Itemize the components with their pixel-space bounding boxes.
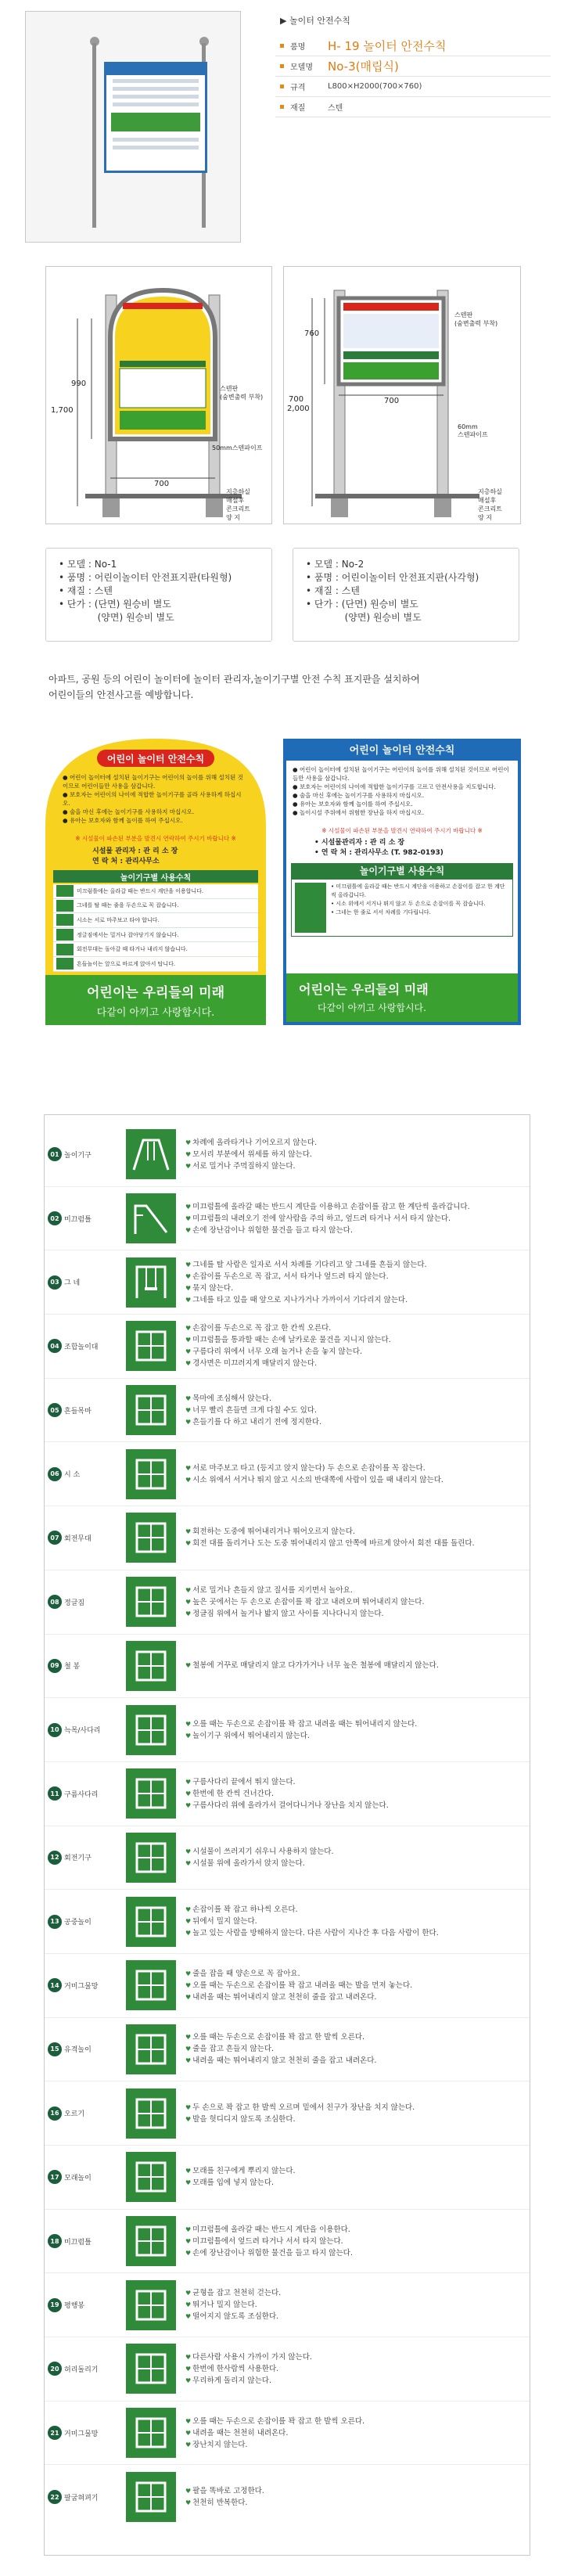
rule-number: 21	[48, 2426, 62, 2440]
rule-line: ♥ 다른사람 사용시 가까이 가지 않는다.	[185, 2351, 312, 2363]
monkey-bars-icon	[126, 1768, 176, 1819]
rule-text	[185, 1904, 439, 1939]
rule-line: ♥ 떨어지지 않도록 조심한다.	[185, 2311, 281, 2322]
rule-line: ♥ 회전 대를 돌리거나 도는 도중 뛰어내리지 않고 안쪽에 바르게 앉아서 회전 대를 돌린다.	[185, 1538, 475, 1549]
board-oval-title: 어린이 놀이터 안전수칙	[97, 750, 214, 767]
rule-equipment: 흔들목마	[64, 1407, 92, 1416]
spec-line: • 품명 : 어린이놀이터 안전표지판(타원형)	[59, 572, 232, 583]
rule-text	[185, 2485, 264, 2509]
rule-line: ♥ 미끄럼틀에 올라갈 때는 반드시 계단을 이용하고 손잡이를 잡고 한 계단씩 올라갑니다.	[185, 1201, 470, 1213]
push-up-bar-icon	[126, 2472, 176, 2522]
board-rule: ● 보호자는 어린이의 나이에 적합한 놀이기구를 골라 사용하게 하십시오.	[63, 791, 242, 807]
rule-line: ♥ 경사면은 미끄러지게 매달리지 않는다.	[185, 1358, 391, 1369]
rule-line: ♥ 정글짐 위에서 놀거나 밟지 않고 사이를 지나다니지 않는다.	[185, 1608, 425, 1620]
rule-equipment: 허리돌리기	[64, 2366, 99, 2374]
rule-row	[45, 1250, 530, 1315]
rule-line: ♥ 놀고 있는 사람을 방해하지 않는다. 다른 사람이 지나간 후 다음 사람이 한다.	[185, 1927, 439, 1939]
info-row	[275, 97, 551, 117]
drawing-rect-svg	[284, 267, 522, 525]
rule-row	[45, 1570, 530, 1635]
rule-name	[45, 2042, 126, 2056]
rule-line: ♥ 시설물이 쓰러지기 쉬우니 사용하지 않는다.	[185, 1846, 333, 1858]
rule-number: 14	[48, 1978, 62, 1992]
rule-line: ♥ 묶지 않는다.	[185, 1283, 427, 1294]
waist-twister-icon	[126, 2344, 176, 2394]
info-row	[275, 77, 551, 97]
board-usage-row: 회전무대는 돌아갈 때 타거나 내리지 않습니다.	[53, 942, 258, 957]
rule-number: 02	[48, 1211, 62, 1225]
rule-line: ♥ 한번에 한사람씩 사용한다.	[185, 2363, 312, 2375]
rule-line: ♥ 모서리 부분에서 위세를 하지 않는다.	[185, 1149, 317, 1160]
ground-labels: 지층하실 매설후 콘크리트 양 지	[226, 488, 250, 521]
rule-line: ♥ 흔들기를 다 하고 내리기 전에 정지한다.	[185, 1416, 321, 1428]
rule-text	[185, 1968, 412, 2003]
info-key: 품명	[290, 43, 306, 52]
rule-line: ♥ 모래를 입에 넣지 않는다.	[185, 2177, 296, 2189]
equipment-icon	[56, 900, 74, 912]
bullet-icon	[280, 105, 284, 109]
rule-line: ♥ 미끄럼틀의 내려오기 전에 앞사람을 주의 하고, 엎드려 타거나 서서 타지 않는다.	[185, 1213, 470, 1225]
bullet-icon	[280, 64, 284, 68]
rule-row	[45, 1187, 530, 1251]
rule-text	[185, 1201, 470, 1236]
rule-line: ♥ 구름다리 위에서 너무 오래 놀거나 손을 놓지 않는다.	[185, 1346, 391, 1358]
info-value: H- 19 놀이터 안전수칙	[328, 39, 447, 53]
rule-line: ♥ 목마에 조심해서 앉는다.	[185, 1393, 321, 1405]
swing-set-icon	[126, 1129, 176, 1179]
rule-line: ♥ 오를 때는 두손으로 손잡이를 꽉 잡고 한 발씩 오른다.	[185, 2031, 376, 2043]
bullet-icon	[280, 44, 284, 48]
jungle-gym-icon	[126, 1577, 176, 1627]
rule-name	[45, 1595, 126, 1609]
rope-net-icon	[126, 2408, 176, 2458]
rule-line: ♥ 너무 빨리 흔들면 크게 다칠 수도 있다.	[185, 1405, 321, 1416]
rule-row	[45, 1698, 530, 1762]
product-info	[275, 14, 551, 117]
board-rule: ● 어린이 놀이터에 설치된 놀이기구는 어린이의 놀이를 위해 설치된 것이므로 어린이들만 사용을 삼갑니다.	[63, 774, 243, 790]
rule-name	[45, 1659, 126, 1673]
rule-text	[185, 2031, 376, 2067]
rule-line: ♥ 오를 때는 두손으로 손잡이를 꽉 잡고 내려올 때는 뛰어내리지 않는다.	[185, 1718, 417, 1730]
rule-text	[185, 1259, 427, 1306]
rule-text	[185, 2351, 312, 2387]
info-value: L800×H2000(700×760)	[328, 82, 422, 91]
board-rect	[283, 739, 521, 1025]
height-board-label: 990	[71, 380, 87, 388]
rule-number: 19	[48, 2298, 62, 2312]
climbing-wall-icon	[126, 2089, 176, 2139]
rocking-horse-icon	[126, 1385, 176, 1435]
rule-row	[45, 1890, 530, 1954]
rule-row	[45, 2402, 530, 2466]
rule-row	[45, 2273, 530, 2337]
rule-equipment: 유격놀이	[64, 2046, 92, 2055]
rule-text	[185, 1776, 389, 1811]
equipment-icon	[56, 914, 74, 926]
intro-text: 아파트, 공원 등의 어린이 놀이터에 놀이터 관리자,놀이기구별 안전 수칙 표지판을 설치하여 어린이들의 안전사고를 예방합니다.	[48, 674, 420, 700]
rule-number: 18	[48, 2234, 62, 2248]
board-rule: ● 술을 마신 후에는 놀이기구를 사용하지 마십시오.	[63, 808, 195, 815]
rule-number: 17	[48, 2170, 62, 2184]
board-usage-row: 그네를 탈 때는 줄을 두손으로 꼭 잡습니다.	[53, 899, 258, 914]
spec-no1	[45, 548, 272, 642]
rule-line: ♥ 미끄럼틀에 올라갈 때는 반드시 계단을 이용한다.	[185, 2224, 353, 2236]
spec-line: • 모델 : No-2	[306, 559, 365, 570]
ground-labels: 지층하실 매설후 콘크리트 양 지	[478, 488, 502, 521]
spec-line: • 재질 : 스텐	[306, 585, 360, 596]
rule-equipment: 팔굽혀펴기	[64, 2494, 99, 2502]
rule-number: 06	[48, 1467, 62, 1481]
height-mid-label: 700	[289, 395, 304, 404]
rule-line: ♥ 발을 헛디디지 않도록 조심한다.	[185, 2114, 415, 2125]
rule-line: ♥ 손에 장난감이나 위험한 물건을 들고 타지 않는다.	[185, 1225, 470, 1236]
board-usage-row: • 미끄럼틀에 올라갈 때는 반드시 계단을 이용하고 손잡이를 잡고 한 계단씩 올라갑니다.	[331, 883, 505, 898]
rule-name	[45, 1978, 126, 1992]
rule-name	[45, 1723, 126, 1737]
rule-row	[45, 2210, 530, 2274]
rule-line: ♥ 장난치지 않는다.	[185, 2439, 365, 2451]
product-header: ▶ 놀이터 안전수칙	[280, 16, 350, 26]
rule-number: 10	[48, 1723, 62, 1737]
rule-row	[45, 2337, 530, 2402]
slide-icon	[126, 1193, 176, 1243]
rule-line: ♥ 높은 곳에서는 두 손으로 손잡이를 꽉 잡고 내려오며 뛰어내리지 않는다.	[185, 1596, 425, 1608]
equipment-icon	[56, 944, 74, 955]
rule-text	[185, 1462, 444, 1486]
rule-line: ♥ 두 손으로 꽉 잡고 한 발씩 오르며 밑에서 친구가 장난을 치지 않는다.	[185, 2102, 415, 2114]
spec-line: • 단가 : (단면) 원승비 별도	[59, 599, 171, 610]
rule-line: ♥ 한번에 한 칸씩 건너간다.	[185, 1788, 389, 1800]
rule-name	[45, 1915, 126, 1929]
rule-line: ♥ 뛰거나 밀지 않는다.	[185, 2299, 281, 2311]
board-usage-row: 정글짐에서는 밀거나 잡아당기지 않습니다.	[53, 928, 258, 943]
rule-name	[45, 2106, 126, 2121]
rule-line: ♥ 균형을 잡고 천천히 걷는다.	[185, 2287, 281, 2299]
rule-number: 15	[48, 2042, 62, 2056]
rule-number: 07	[48, 1531, 62, 1545]
swing-icon	[126, 1257, 176, 1308]
rule-line: ♥ 서로 밀거나 주먹질하지 않는다.	[185, 1160, 317, 1172]
board-rule: ● 유아는 보호자와 함께 놀이를 하여 주십시오.	[63, 817, 183, 824]
board-oval-contact: 시설물 관리자 : 관 리 소 장 연 락 처 : 관리사무소	[92, 847, 178, 865]
rule-row	[45, 1506, 530, 1570]
rule-row	[45, 1442, 530, 1506]
rule-line: ♥ 시소 위에서 서거나 뛰지 않고 시소의 반대쪽에 사람이 있을 때 내리지 않는다.	[185, 1474, 444, 1486]
rule-equipment: 그 네	[64, 1279, 81, 1288]
rule-equipment: 늑목/사다리	[64, 1727, 101, 1736]
board-rect-rules	[286, 761, 518, 826]
info-key: 재질	[290, 104, 306, 113]
rule-row	[45, 2465, 530, 2529]
rule-line: ♥ 미끄럼틀에서 엎드려 타거나 서서 타지 않는다.	[185, 2236, 353, 2247]
board-rect-warning: ※ 시설물이 파손된 부분을 발견시 연락하여 주시기 바랍니다 ※	[321, 827, 483, 834]
rule-line: ♥ 팔을 똑바로 고정한다.	[185, 2485, 264, 2497]
board-oval-rules	[63, 773, 249, 825]
rule-number: 01	[48, 1147, 62, 1161]
rule-line: ♥ 모래를 친구에게 뿌리지 않는다.	[185, 2165, 296, 2177]
rule-text	[185, 2287, 281, 2322]
rule-equipment: 조합놀이대	[64, 1343, 99, 1351]
seesaw-icon	[126, 1449, 176, 1499]
rule-name	[45, 2426, 126, 2440]
rule-line: ♥ 회전하는 도중에 뛰어내리거나 뛰어오르지 않는다.	[185, 1526, 475, 1538]
board-rule: ● 술을 마신 후에는 놀이기구를 사용하지 마십시오.	[293, 792, 425, 799]
rule-equipment: 미끄럼틀	[64, 1215, 92, 1224]
height-board-label: 760	[304, 329, 320, 338]
rule-equipment: 놀이기구	[64, 1151, 92, 1160]
board-rule: ● 유아는 보호자와 함께 놀이를 하여 주십시오.	[293, 801, 413, 808]
rule-name	[45, 1786, 126, 1801]
board-usage-row: • 그네는 한 줄로 서서 차례를 기다립니다.	[331, 909, 431, 916]
rule-equipment: 시 소	[64, 1471, 81, 1480]
board-usage-row: • 시소 위에서 서거나 뛰지 않고 두 손으로 손잡이를 꼭 잡습니다.	[331, 901, 486, 907]
rule-line: ♥ 서로 마주보고 타고 (등지고 앉지 않는다) 두 손으로 손잡이를 꼭 잡는다.	[185, 1462, 444, 1474]
info-row	[275, 56, 551, 77]
rule-number: 09	[48, 1659, 62, 1673]
long-slide-icon	[126, 2216, 176, 2266]
rule-row	[45, 1762, 530, 1826]
merry-go-round-icon	[126, 1513, 176, 1563]
rule-text	[185, 1137, 317, 1172]
rule-text	[185, 1393, 321, 1428]
obstacle-icon	[126, 2024, 176, 2074]
spec-line: (양면) 원승비 별도	[64, 612, 174, 623]
rule-number: 04	[48, 1339, 62, 1353]
spec-no2	[293, 548, 519, 642]
sandbox-icon	[126, 2152, 176, 2202]
spec-line: • 모델 : No-1	[59, 559, 117, 570]
rule-equipment: 거미그물망	[64, 2430, 99, 2438]
playground-icon	[126, 1321, 176, 1371]
rule-line: ♥ 오를 때는 두손으로 손잡이를 꽉 잡고 내려올 때는 발을 먼저 놓는다.	[185, 1980, 412, 1991]
rule-line: ♥ 내려올 때는 천천히 내려온다.	[185, 2427, 365, 2439]
info-key: 규격	[290, 84, 306, 92]
rule-equipment: 정글짐	[64, 1599, 85, 1607]
rule-row	[45, 2146, 530, 2210]
board-oval-warning: ※ 시설물이 파손된 부분을 발견시 연락하여 주시기 바랍니다 ※	[75, 835, 236, 842]
bullet-icon	[280, 85, 284, 88]
rule-text	[185, 2102, 415, 2125]
rule-row	[45, 1954, 530, 2018]
globe-climber-icon	[126, 1833, 176, 1883]
rule-text	[185, 1585, 425, 1620]
rule-line: ♥ 손에 장난감이나 위험한 물건을 들고 타지 않는다.	[185, 2247, 353, 2259]
rule-number: 12	[48, 1851, 62, 1865]
rule-name	[45, 1851, 126, 1865]
rule-row	[45, 1123, 530, 1187]
rule-text	[185, 1660, 439, 1671]
board-oval	[45, 739, 266, 1025]
product-photo	[25, 11, 241, 243]
board-oval-usage	[53, 884, 258, 972]
rule-line: ♥ 손잡이를 두손으로 꼭 잡고 한 칸씩 오른다.	[185, 1322, 391, 1334]
rule-line: ♥ 줄을 잡을 때 양손으로 꼭 잡아요.	[185, 1968, 412, 1980]
rule-line: ♥ 줄을 잡고 흔들지 않는다.	[185, 2043, 376, 2055]
rule-number: 22	[48, 2490, 62, 2504]
width-label: 700	[154, 480, 170, 488]
rule-name	[45, 2170, 126, 2184]
rule-line: ♥ 천천히 반복한다.	[185, 2497, 264, 2509]
rule-name	[45, 1339, 126, 1353]
board-rule: ● 놀이시설 주위에서 위험한 장난을 하지 마십시오.	[293, 809, 425, 816]
info-key: 모델명	[290, 63, 313, 72]
info-value: No-3(매립식)	[328, 59, 399, 74]
rule-line: ♥ 뒤에서 밀지 않는다.	[185, 1916, 439, 1927]
rule-equipment: 거미그물망	[64, 1982, 99, 1991]
spec-line: (양면) 원승비 별도	[311, 612, 422, 623]
rule-text	[185, 2165, 296, 2189]
board-rule: ● 어린이 놀이터에 설치된 놀이기구는 어린이의 놀이를 위해 설치된 것이므로 어린이들만 사용을 삼갑니다.	[293, 766, 509, 782]
board-usage-row: 미끄럼틀에는 올라갈 때는 반드시 계단을 이용합니다.	[53, 884, 258, 899]
equipment-icon	[56, 885, 74, 897]
board-oval-slogan: 어린이는 우리들의 미래 다같이 아끼고 사랑합시다.	[45, 975, 266, 1025]
balance-beam-icon	[126, 2280, 176, 2330]
rule-line: ♥ 내려올 때는 뛰어내리지 않고 천천히 줄을 잡고 내려온다.	[185, 2055, 376, 2067]
frame-label: 스텐판 (숨변출력 부착)	[220, 385, 264, 401]
rule-number: 13	[48, 1915, 62, 1929]
rule-line: ♥ 미끄럼틀을 통과할 때는 손에 날카로운 물건을 지니지 않는다.	[185, 1334, 391, 1346]
frame-label: 스텐판 (숨변출력 부착)	[454, 311, 498, 327]
rule-number: 05	[48, 1403, 62, 1417]
rule-name	[45, 1403, 126, 1417]
rule-equipment: 철 봉	[64, 1663, 81, 1671]
rule-text	[185, 1322, 391, 1369]
board-rect-slogan: 어린이는 우리들의 미래 다같이 아끼고 사랑합시다.	[286, 973, 518, 1022]
equipment-icon	[56, 929, 74, 941]
rule-equipment: 오르기	[64, 2110, 85, 2119]
rule-equipment: 평행봉	[64, 2302, 85, 2311]
board-usage-row: 흔들놀이는 앞으로 바르게 앉아서 탑니다.	[53, 957, 258, 972]
rule-text	[185, 1526, 475, 1549]
rule-row	[45, 2018, 530, 2082]
rule-number: 20	[48, 2362, 62, 2376]
rule-name	[45, 1467, 126, 1481]
height-total-label: 1,700	[51, 406, 74, 415]
rule-name	[45, 1531, 126, 1545]
spec-line: • 재질 : 스텐	[59, 585, 113, 596]
pipe-label: 50mm스텐파이프	[212, 444, 263, 452]
width-label: 700	[384, 397, 400, 405]
rule-line: ♥ 그네를 탈 사람은 일자로 서서 차례를 기다리고 앞 그네를 흔들지 않는다.	[185, 1259, 427, 1271]
tower-icon	[126, 1897, 176, 1947]
rule-line: ♥ 차례에 올라타거나 기어오르지 않는다.	[185, 1137, 317, 1149]
rule-text	[185, 2416, 365, 2451]
ladder-icon	[126, 1705, 176, 1755]
rule-line: ♥ 서로 밀거나 흔들지 않고 질서를 지키면서 놀아요.	[185, 1585, 425, 1596]
rule-row	[45, 1315, 530, 1379]
equipment-icon	[56, 958, 74, 970]
rule-equipment: 회전무대	[64, 1534, 92, 1543]
rule-equipment: 구름사다리	[64, 1790, 99, 1799]
rule-equipment: 미끄럼틀	[64, 2238, 92, 2247]
rule-line: ♥ 손잡이를 두손으로 꼭 잡고, 서서 타거나 엎드려 타지 않는다.	[185, 1271, 427, 1283]
rule-line: ♥ 시설물 위에 올라가서 앉지 않는다.	[185, 1858, 333, 1869]
pipe-label: 60mm 스텐파이프	[458, 423, 488, 438]
board-usage-text	[331, 883, 509, 933]
board-rect-title: 어린이 놀이터 안전수칙	[286, 742, 518, 761]
board-rect-usage	[291, 879, 513, 937]
horizontal-bar-icon	[126, 1641, 176, 1691]
usage-rules-list	[44, 1114, 530, 2556]
rule-row	[45, 2081, 530, 2146]
drawing-rect	[283, 266, 521, 524]
info-row	[275, 36, 551, 56]
rule-line: ♥ 무리하게 돌리지 않는다.	[185, 2375, 312, 2387]
post	[92, 43, 96, 228]
sign-board-thumbnail	[104, 62, 207, 173]
rule-number: 08	[48, 1595, 62, 1609]
rule-text	[185, 2224, 353, 2259]
slide-icon	[295, 883, 326, 933]
rule-line: ♥ 놀이기구 위에서 뛰어내리지 않는다.	[185, 1730, 417, 1742]
rule-line: ♥ 철봉에 거꾸로 매달리지 않고 다가가거나 너무 높은 철봉에 매달리지 않는다.	[185, 1660, 439, 1671]
rule-equipment: 모래놀이	[64, 2174, 92, 2182]
rule-name	[45, 2234, 126, 2248]
rule-equipment: 공중놀이	[64, 1919, 92, 1927]
rule-line: ♥ 내려올 때는 뛰어내리지 않고 천천히 줄을 잡고 내려온다.	[185, 1991, 412, 2003]
board-rect-contact: • 시설물관리자 : 관 리 소 장 • 연 락 처 : 관리사무소 (T. 982-0193)	[314, 839, 444, 857]
info-value: 스텐	[328, 104, 343, 113]
rule-name	[45, 2490, 126, 2504]
rule-text	[185, 1718, 417, 1742]
rule-line: ♥ 구름사다리 위에 올라가서 걸어다니거나 장난을 치지 않는다.	[185, 1800, 389, 1811]
rule-line: ♥ 그네를 타고 있을 때 앞으로 지나가거나 가까이서 기다리지 않는다.	[185, 1294, 427, 1306]
rule-line: ♥ 손잡이를 꽉 잡고 하나씩 오른다.	[185, 1904, 439, 1916]
rule-row	[45, 1635, 530, 1699]
rule-name	[45, 1275, 126, 1290]
rule-name	[45, 1211, 126, 1225]
rule-name	[45, 2362, 126, 2376]
rule-row	[45, 1379, 530, 1443]
board-usage-row: 시소는 서로 마주보고 타야 합니다.	[53, 913, 258, 928]
spec-line: • 품명 : 어린이놀이터 안전표지판(사각형)	[306, 572, 479, 583]
rule-line: ♥ 구름사다리 끝에서 뛰지 않는다.	[185, 1776, 389, 1788]
rule-text	[185, 1846, 333, 1869]
rule-equipment: 회전기구	[64, 1855, 92, 1863]
spec-line: • 단가 : (단면) 원승비 별도	[306, 599, 418, 610]
rule-number: 11	[48, 1786, 62, 1801]
rule-name	[45, 2298, 126, 2312]
board-oval-usage-title: 놀이기구별 사용수칙	[53, 870, 258, 883]
rule-number: 03	[48, 1275, 62, 1290]
rule-number: 16	[48, 2106, 62, 2121]
rule-row	[45, 1826, 530, 1891]
board-rect-usage-title: 놀이기구별 사용수칙	[291, 863, 513, 879]
height-total-label: 2,000	[287, 405, 310, 413]
drawing-oval	[45, 266, 272, 524]
rule-name	[45, 1147, 126, 1161]
rule-line: ♥ 오를 때는 두손으로 손잡이를 꽉 잡고 한 발씩 오른다.	[185, 2416, 365, 2427]
net-climber-icon	[126, 1960, 176, 2010]
board-rule: ● 보호자는 어린이의 나이에 적합한 놀이기구를 고르고 안전사용을 지도합니다.	[293, 783, 496, 790]
